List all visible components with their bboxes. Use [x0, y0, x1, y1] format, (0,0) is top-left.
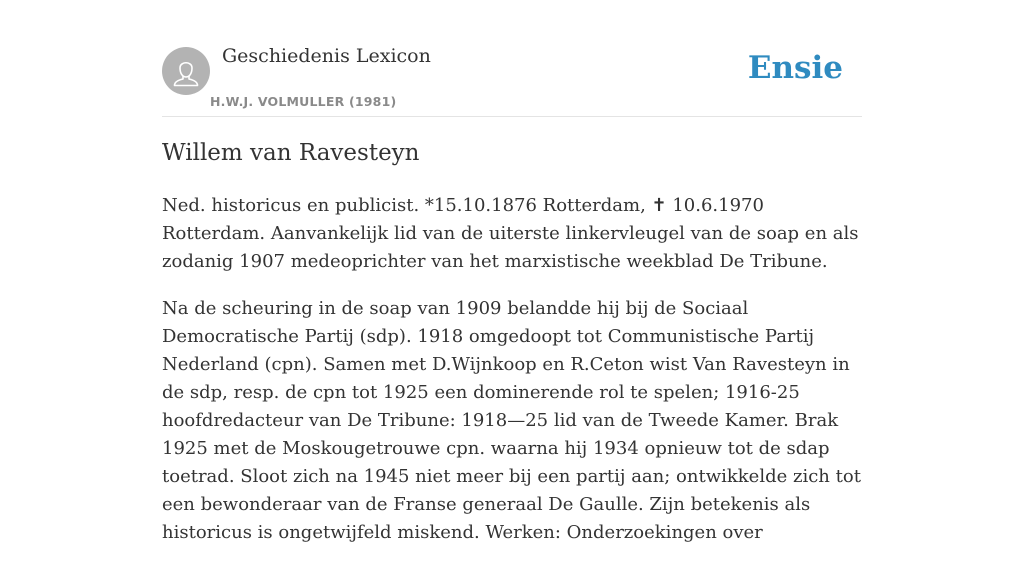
source-title[interactable]: Geschiedenis Lexicon — [222, 45, 431, 67]
page-container — [162, 0, 862, 543]
entry-paragraph: Ned. historicus en publicist. *15.10.1876 Rotterdam, ✝ 10.6.1970 Rotterdam. Aanvankelijk lid van de uiterste linkervleugel van de soap en als zodanig 1907 medeoprichter van het marxistische weekblad De Tribune. — [162, 195, 859, 272]
entry-body — [162, 192, 868, 566]
author-byline[interactable]: H.W.J. VOLMULLER (1981) — [210, 94, 397, 109]
user-avatar-icon[interactable] — [162, 47, 210, 95]
entry-paragraph: Na de scheuring in de soap van 1909 belandde hij bij de Sociaal Democratische Partij (sdp). 1918 omgedoopt tot Communistische Partij Nederland (cpn). Samen met D.Wijnkoop en R.Ceton wist Van Ravesteyn in de sdp, resp. de cpn tot 1925 een dominerende rol te spelen; 1916-25 hoofdredacteur van De Tribune: 1918—25 lid van de Tweede Kamer. Brak 1925 met de Moskougetrouwe cpn. waarna hij 1934 opnieuw tot de sdap toetrad. Sloot zich na 1945 niet meer bij een partij aan; ontwikkelde zich tot een bewonderaar van de Franse generaal De Gaulle. Zijn betekenis als historicus is ongetwijfeld miskend. Werken: Onderzoekingen over — [162, 298, 861, 543]
entry-title: Willem van Ravesteyn — [162, 140, 420, 166]
source-header — [162, 0, 862, 117]
brand-logo[interactable]: Ensie — [747, 50, 843, 86]
